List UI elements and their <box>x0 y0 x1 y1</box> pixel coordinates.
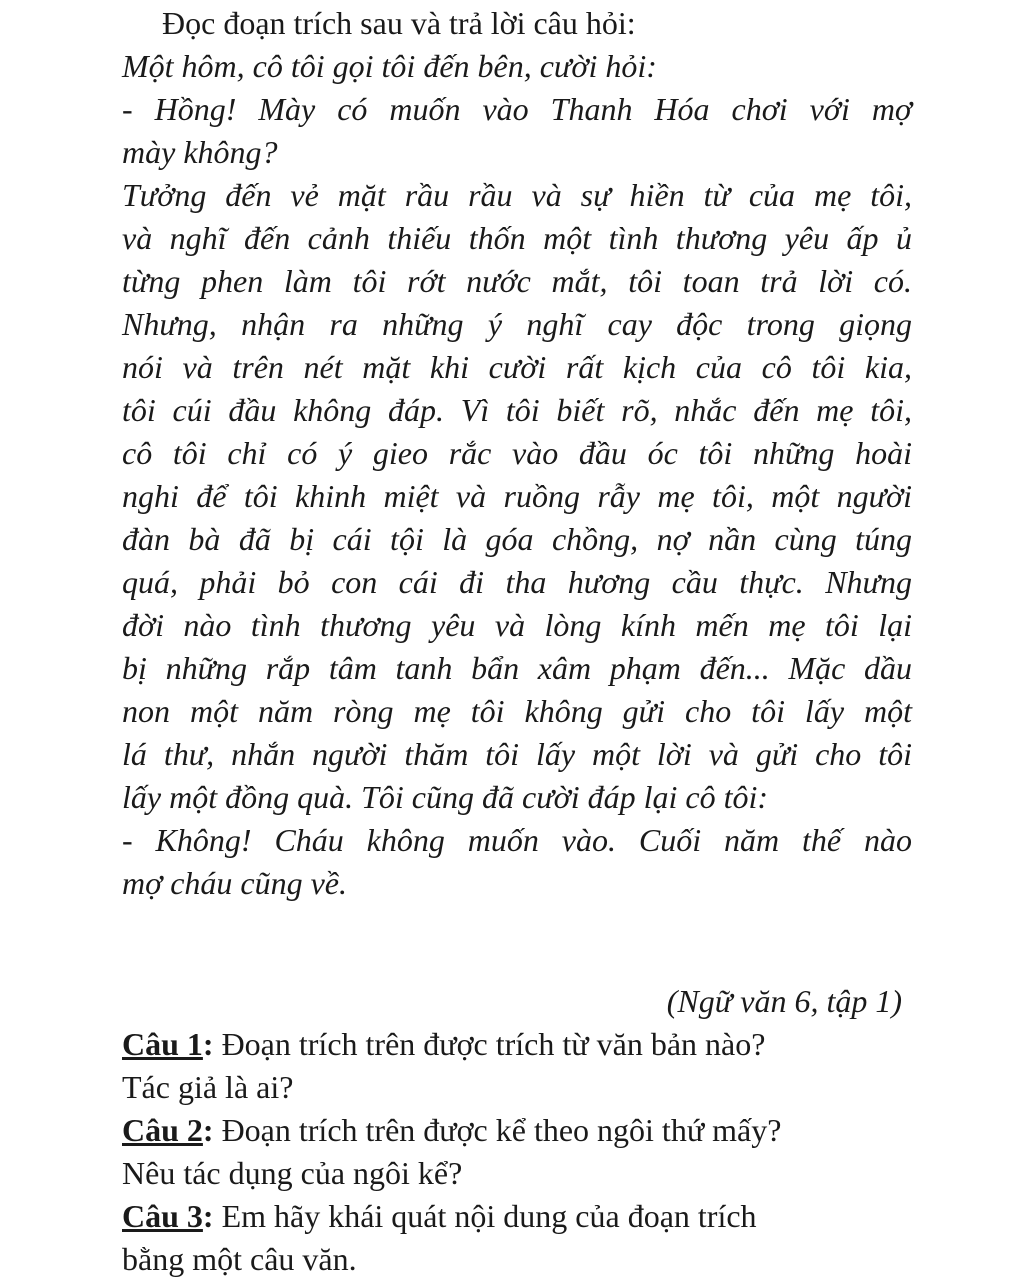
question-label: Câu 1 <box>122 1026 203 1062</box>
passage-line: Tưởng đến vẻ mặt rầu rầu và sự hiền từ của mẹ tôi, <box>122 177 912 213</box>
question-text: Em hãy khái quát nội dung của đoạn trích <box>221 1198 757 1234</box>
question-text: Đoạn trích trên được kể theo ngôi thứ mấy? <box>221 1112 782 1148</box>
document-page <box>122 0 912 1281</box>
passage-line: và nghĩ đến cảnh thiếu thốn một tình thương yêu ấp ủ <box>122 220 912 256</box>
question-2: Câu 2: Đoạn trích trên được kể theo ngôi thứ mấy? Nêu tác dụng của ngôi kể? <box>122 1109 912 1195</box>
passage-line: cô tôi chỉ có ý gieo rắc vào đầu óc tôi những hoài <box>122 435 912 471</box>
passage-line: mày không? <box>122 134 278 170</box>
question-text: bằng một câu văn. <box>122 1241 357 1277</box>
passage-line: Nhưng, nhận ra những ý nghĩ cay độc trong giọng <box>122 306 912 342</box>
source-citation: (Ngữ văn 6, tập 1) <box>666 983 902 1019</box>
passage-line: - Hồng! Mày có muốn vào Thanh Hóa chơi với mợ <box>122 91 912 127</box>
question-1: Câu 1: Đoạn trích trên được trích từ văn bản nào? Tác giả là ai? <box>122 1023 912 1109</box>
instruction-heading: Đọc đoạn trích sau và trả lời câu hỏi: <box>162 5 636 41</box>
passage-line: từng phen làm tôi rớt nước mắt, tôi toan trả lời có. <box>122 263 912 299</box>
passage <box>122 45 912 905</box>
passage-line: lấy một đồng quà. Tôi cũng đã cười đáp lại cô tôi: <box>122 779 769 815</box>
blank-space <box>122 905 912 980</box>
passage-line: mợ cháu cũng về. <box>122 865 347 901</box>
passage-line: non một năm ròng mẹ tôi không gửi cho tôi lấy một <box>122 693 912 729</box>
passage-line: bị những rắp tâm tanh bẩn xâm phạm đến... Mặc dầu <box>122 650 912 686</box>
question-label: Câu 2 <box>122 1112 203 1148</box>
passage-line: tôi cúi đầu không đáp. Vì tôi biết rõ, nhắc đến mẹ tôi, <box>122 392 912 428</box>
question-text: Nêu tác dụng của ngôi kể? <box>122 1155 463 1191</box>
passage-line: - Không! Cháu không muốn vào. Cuối năm thế nào <box>122 822 912 858</box>
passage-line: đàn bà đã bị cái tội là góa chồng, nợ nần cùng túng <box>122 521 912 557</box>
question-label: Câu 3 <box>122 1198 203 1234</box>
passage-line: quá, phải bỏ con cái đi tha hương cầu thực. Nhưng <box>122 564 912 600</box>
question-3: Câu 3: Em hãy khái quát nội dung của đoạn trích bằng một câu văn. <box>122 1195 912 1281</box>
passage-line: lá thư, nhắn người thăm tôi lấy một lời và gửi cho tôi <box>122 736 912 772</box>
passage-line: nói và trên nét mặt khi cười rất kịch của cô tôi kia, <box>122 349 912 385</box>
question-text: Tác giả là ai? <box>122 1069 294 1105</box>
passage-line: Một hôm, cô tôi gọi tôi đến bên, cười hỏi: <box>122 48 657 84</box>
passage-line: đời nào tình thương yêu và lòng kính mến mẹ tôi lại <box>122 607 912 643</box>
passage-line: nghi để tôi khinh miệt và ruồng rẫy mẹ tôi, một người <box>122 478 912 514</box>
questions <box>122 1023 912 1281</box>
question-text: Đoạn trích trên được trích từ văn bản nào? <box>221 1026 766 1062</box>
